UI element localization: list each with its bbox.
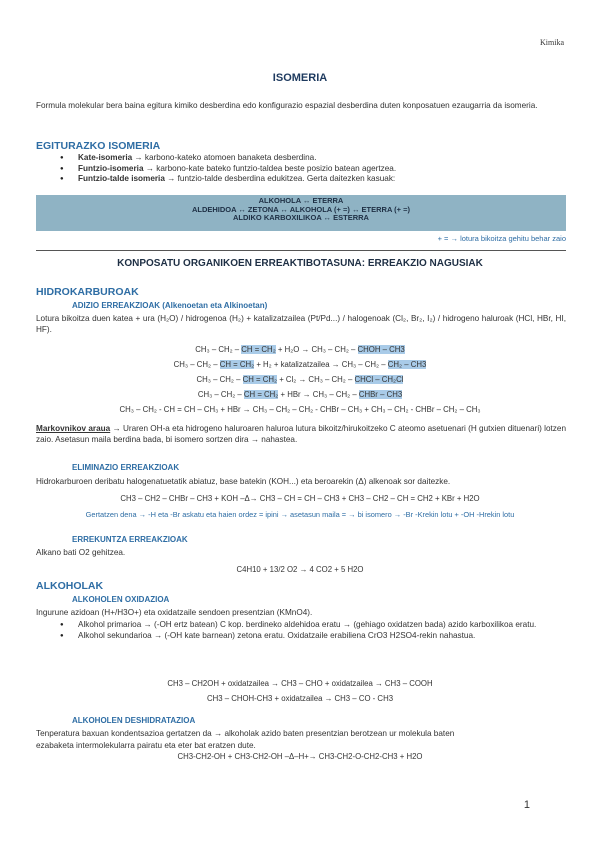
- equation: [0, 390, 600, 399]
- box-line: ALKOHOLA ↔ ETERRA: [258, 196, 344, 205]
- list-item: [56, 153, 566, 164]
- equation-oxidazioa-1: CH3 – CH2OH + oxidatzailea → CH3 – CHO + oxidatzailea → CH3 – COOH: [167, 679, 433, 688]
- eq-part: + H₂O → CH₃ – CH₂ –: [275, 345, 358, 354]
- eq-part: + H₂ + katalizatzailea → CH₃ – CH₂ –: [254, 360, 388, 369]
- markovnikov-term: Markovnikov araua: [36, 424, 111, 433]
- heading-alkoholak: ALKOHOLAK: [36, 580, 104, 592]
- egiturazko-list: [56, 153, 566, 185]
- equation: [0, 360, 600, 369]
- eq-part: CH₃ – CH₂ –: [197, 390, 244, 399]
- heading-errekuntza: ERREKUNTZA ERREAKZIOAK: [72, 535, 188, 544]
- deshidratazioa-line-2: ezabaketa intermolekularra pairatu eta eter bat eratzen dute.: [36, 741, 256, 750]
- eq-part: CH₃ – CH₂ –: [196, 375, 243, 384]
- eq-highlight: CHCl – CH₂Cl: [354, 375, 404, 384]
- item-text: → funtzio-talde desberdina edukitzea. Gerta daitezken kasuak:: [164, 174, 396, 183]
- box-line: ALDEHIDOA ↔ ZETONA ↔ ALKOHOLA (+ =) ↔ ETERRA (+ =): [191, 204, 411, 214]
- eq-highlight: CH₂ – CH3: [387, 360, 427, 369]
- eq-part: + Cl₂ → CH₃ – CH₂ –: [277, 375, 355, 384]
- eq-highlight: CH = CH₂: [219, 360, 255, 369]
- list-item: [56, 174, 566, 185]
- item-term: Funtzio-isomeria: [78, 163, 144, 173]
- eq-part: CH₃ – CH₂ –: [195, 345, 242, 354]
- errekuntza-paragraph: Alkano bati O2 gehitzea.: [36, 548, 126, 557]
- list-item: [56, 164, 566, 175]
- double-bond-note: + = → lotura bikoitza gehitu behar zaio: [437, 234, 566, 243]
- eq-highlight: CH = CH₂: [241, 345, 276, 354]
- equation: [0, 375, 600, 384]
- divider: [36, 250, 566, 251]
- eq-highlight: CHBr – CH3: [358, 390, 403, 399]
- eq-part: CH₃ – CH₂ –: [173, 360, 220, 369]
- eq-highlight: CHOH – CH3: [357, 345, 405, 354]
- eq-highlight: CH = CH₂: [243, 390, 279, 399]
- isomer-cases-box: [36, 195, 566, 231]
- list-item: ● Alkohol primarioa → (-OH ertz batean) C kop. berdineko aldehidoa eratu → (gehiago oxidatzen bada) azido karboxilikoa eratu.: [56, 620, 566, 631]
- equation-deshidratazioa: CH3-CH2-OH + CH3-CH2-OH –Δ–H+→ CH3-CH2-O-CH2-CH3 + H2O: [177, 752, 423, 761]
- heading-hidrokarburoak: HIDROKARBUROAK: [36, 286, 139, 298]
- intro-paragraph: Formula molekular bera baina egitura kimiko desberdina edo konfigurazio espazial desberdina duten konposatuen ezaugarria da isomeria.: [36, 101, 538, 110]
- equation-errekuntza: C4H10 + 13/2 O2 → 4 CO2 + 5 H2O: [236, 565, 364, 574]
- list-item: ● Alkohol sekundarioa → (-OH kate barnean) zetona eratu. Oxidatzaile erabiliena CrO3 H2SO4-rekin nahastua.: [56, 631, 566, 642]
- markovnikov-text: → Uraren OH-a eta hidrogeno haluroaren haluroa lutura bikoitz/hirukoitzeko C ateomo asetuenari (H gutxien dituenari) lotzen zaio. Asetasun maila berdina bada, bi isomero sortzen dira → nahastea.: [36, 424, 567, 444]
- item-text: → karbono-kate bateko funtzio-taldea beste posizio batean agertzea.: [143, 163, 397, 173]
- deshidratazioa-line-1: Tenperatura baxuan kondentsazioa gertatzen da → alkoholak azido baten presentzian berotzean ur molekula baten: [36, 729, 455, 738]
- heading-deshidratazioa: ALKOHOLEN DESHIDRATAZIOA: [72, 716, 196, 725]
- item-text: → karbono-kateko atomoen banaketa desberdina.: [132, 153, 317, 162]
- item-term: Kate-isomeria: [78, 153, 133, 162]
- eliminazio-note: Gertatzen dena → -H eta -Br askatu eta haien ordez = ipini → asetasun maila = → bi isomero → -Br -Krekin lotu + -OH -Hrekin lotu: [85, 510, 515, 519]
- heading-egiturazko: EGITURAZKO ISOMERIA: [36, 140, 161, 152]
- adizio-paragraph: Lotura bikoitza duen katea + ura (H₂O) / hidrogenoa (H₂) + katalizatzailea (Pt/Pd...) / halogenoak (Cl₂, Br₂, I₂) / hidrogeno haluroak (HCl, HBr, HI, HF).: [36, 314, 566, 334]
- equation-markovnikov: CH₃ – CH₂ - CH = CH – CH₃ + HBr → CH₃ – CH₂ – CH₂ - CHBr – CH₃ + CH₃ – CH₂ - CHBr – CH₂ – CH₃: [119, 405, 481, 414]
- eq-highlight: CH = CH₂: [242, 375, 278, 384]
- oxidazioa-list: [56, 620, 566, 641]
- equation-oxidazioa-2: CH3 – CHOH-CH3 + oxidatzailea → CH3 – CO - CH3: [206, 694, 394, 703]
- heading-oxidazioa: ALKOHOLEN OXIDAZIOA: [72, 595, 170, 604]
- equation-eliminazio: CH3 – CH2 – CHBr – CH3 + KOH –Δ→ CH3 – CH = CH – CH3 + CH3 – CH2 – CH = CH2 + KBr + H2O: [120, 494, 480, 503]
- page-number: 1: [523, 799, 530, 811]
- markovnikov-paragraph: [36, 423, 566, 445]
- running-header: Kimika: [540, 38, 564, 47]
- oxidazioa-paragraph: Ingurune azidoan (H+/H3O+) eta oxidatzaile sendoen presentzian (KMnO4).: [36, 608, 313, 617]
- box-line: ALDIKO KARBOXILIKOA ↔ ESTERRA: [233, 213, 369, 222]
- heading-eliminazio: ELIMINAZIO ERREAKZIOAK: [72, 463, 180, 472]
- heading-adizio: ADIZIO ERREAKZIOAK (Alkenoetan eta Alkinoetan): [72, 301, 268, 310]
- section-title: KONPOSATU ORGANIKOEN ERREAKTIBOTASUNA: ERREAKZIO NAGUSIAK: [117, 258, 483, 269]
- eliminazio-paragraph: Hidrokarburoen deribatu halogenatuetatik abiatuz, base batekin (KOH...) eta beroarekin (Δ) alkenoak sor daitezke.: [36, 477, 451, 486]
- page-title: ISOMERIA: [272, 72, 328, 84]
- item-term: Funtzio-talde isomeria: [78, 174, 165, 183]
- eq-part: + HBr → CH₃ – CH₂ –: [278, 390, 359, 399]
- equation: [0, 345, 600, 354]
